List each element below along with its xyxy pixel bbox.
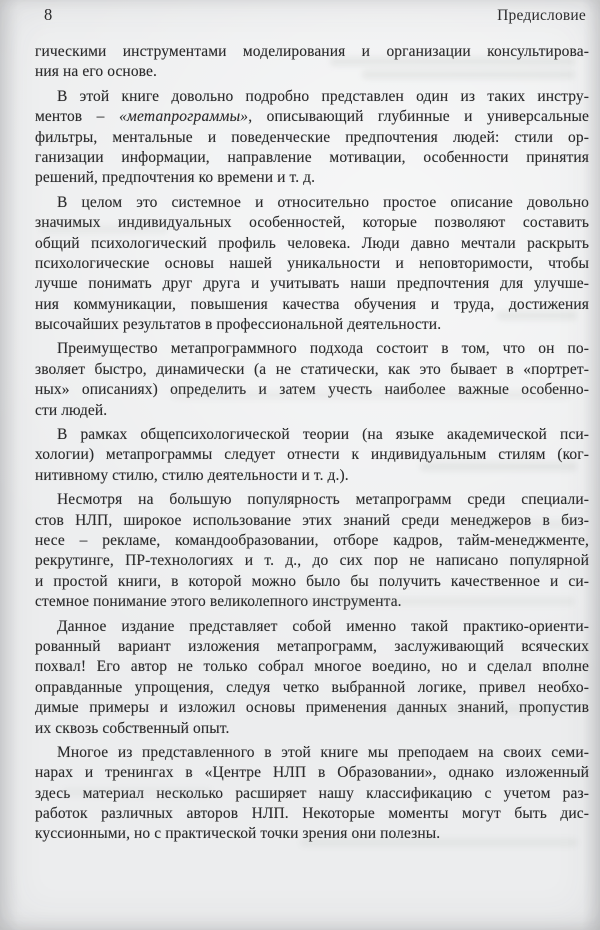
text-line: сти людей. [35,401,108,419]
text-line: несе – рекламе, командообразовании, отборе кадров, тайм-менеджменте, [35,531,589,549]
page-header [44,5,586,26]
text-line: общий психологический профиль человека. Люди давно мечтали раскрыть [35,234,589,252]
text-line: нитивному стилю, стилю деятельности и т. д.). [35,466,349,484]
text-line: высочайших результатов в профессиональной деятельности. [35,316,442,334]
text-line: оправданные упрощения, следуя четко выбранной логике, привел необхо- [35,678,589,696]
text-line: Несмотря на большую популярность метапрограмм среди специали- [57,491,589,509]
text-line: В рамках общепсихологической теории (на языке академической пси- [57,426,589,444]
paragraph [35,42,589,83]
page-number: 8 [44,5,53,24]
paragraph [35,87,589,189]
text-line: димые примеры и изложил основы применения данных знаний, пропустив [35,699,589,717]
text-line: Многое из представленного в этой книге мы преподаем на своих семи- [57,743,589,761]
text-line: ния на его основе. [35,63,157,81]
paragraph [35,743,589,845]
text-line: куссионными, но с практической точки зрения они полезны. [35,825,441,843]
text-line: Данное издание представляет собой именно такой практико-ориенти- [57,617,589,635]
text-line: нарах и тренингах в «Центре НЛП в Образовании», однако изложенный [35,764,589,782]
paragraph [35,490,589,612]
text-line: стов НЛП, широкое использование этих знаний среди менеджеров в биз- [35,511,589,529]
text-line: рекрутинге, ПР-технологиях и т. д., до сих пор не написано популярной [35,552,589,570]
page-text [35,42,589,845]
text-line: ния коммуникации, повышения качества обучения и труда, достижения [35,295,589,313]
text-line: решений, предпочтения ко времени и т. д. [35,169,316,187]
text-line: работок различных авторов НЛП. Некоторые моменты могут быть дис- [35,805,589,823]
text-line: рованный вариант изложения метапрограмм, заслуживающий всяческих [35,637,589,655]
text-line: психологические основы нашей уникальности и неповторимости, чтобы [35,254,589,272]
text-line: хологии) метапрограммы следует отнести к индивидуальным стилям (ког- [35,446,589,464]
paragraph [35,425,589,486]
text-line: В этой книге довольно подробно представлен один из таких инстру- [57,87,589,105]
text-line: зволяет быстро, динамически (а не статически, как это бывает в «портрет- [35,360,589,378]
text-line: ганизации информации, направление мотивации, особенности принятия [35,148,589,166]
text-line: их сквозь собственный опыт. [35,719,230,737]
text-line: фильтры, ментальные и поведенческие предпочтения людей: стили ор- [35,128,589,146]
text-line: и простой книги, в которой можно было бы получить качественное и си- [35,572,589,590]
text-line: здесь материал несколько расширяет нашу классификацию с учетом раз- [35,784,589,802]
text-line: гическими инструментами моделирования и организации консультирова- [35,43,589,60]
text-line: стемное понимание этого великолепного инструмента. [35,593,402,611]
paragraph [35,193,589,336]
text-line: значимых индивидуальных особенностей, которые позволяют составить [35,214,589,232]
text-line: ментов – «метапрограммы», описывающий глубинные и универсальные [35,108,589,126]
paragraph [35,339,589,421]
text-line: ных» описаниях) определить и затем учесть наиболее важные особенно- [35,381,589,399]
text-line: Преимущество метапрограммного подхода состоит в том, что он по- [57,340,589,358]
paragraph [35,617,589,739]
running-title: Предисловие [497,7,586,24]
text-line: лучше понимать друг друга и учитывать наши предпочтения для улучше- [35,275,589,293]
text-line: похвал! Его автор не только собрал многое воедино, но и сделал вполне [35,658,589,676]
text-line: В целом это системное и относительно простое описание довольно [57,193,589,211]
